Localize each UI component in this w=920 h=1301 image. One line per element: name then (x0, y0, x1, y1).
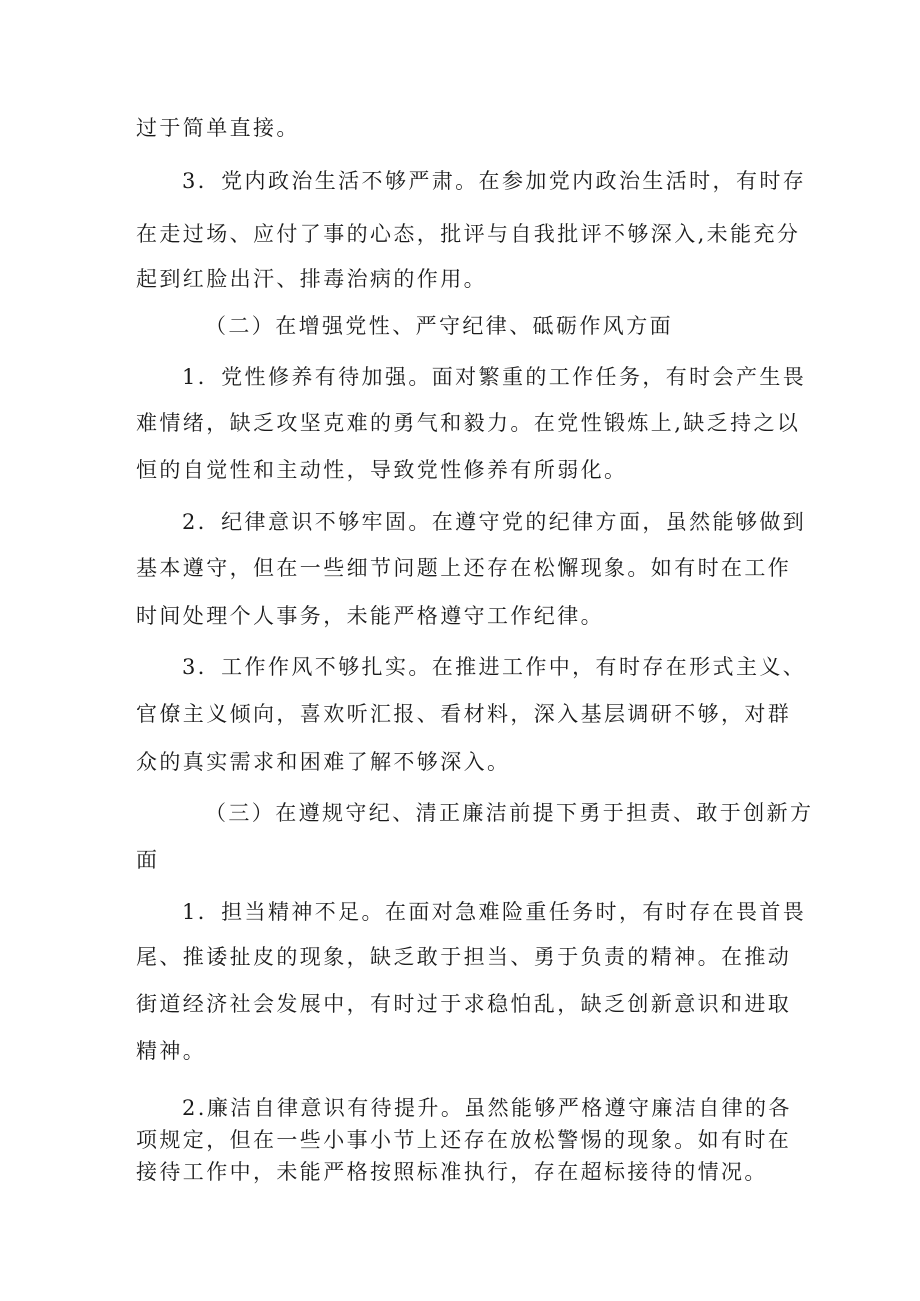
item-3-party-life: 3．党内政治生活不够严肃。在参加党内政治生活时，有时存 (182, 169, 807, 193)
text-line: 时间处理个人事务，未能严格遵守工作纪律。 (136, 604, 604, 628)
text-line: 面 (136, 848, 160, 872)
section-heading-2: （二）在增强党性、严守纪律、砥砺作风方面 (205, 314, 673, 338)
text-line: 接待工作中，未能严格按照标准执行，存在超标接待的情况。 (136, 1160, 768, 1184)
text-line: 基本遵守，但在一些细节问题上还存在松懈现象。如有时在工作 (136, 556, 792, 580)
item-2-discipline: 2．纪律意识不够牢固。在遵守党的纪律方面，虽然能够做到 (182, 510, 807, 534)
text-line: 在走过场、应付了事的心态，批评与自我批评不够深入,未能充分 (136, 222, 801, 246)
text-line: 起到红脸出汗、排毒治病的作用。 (136, 267, 487, 291)
item-2-integrity: 2.廉洁自律意识有待提升。虽然能够严格遵守廉洁自律的各 (182, 1096, 792, 1120)
text-line: 官僚主义倾向，喜欢听汇报、看材料，深入基层调研不够，对群 (136, 702, 792, 726)
section-heading-3: （三）在遵规守纪、清正廉洁前提下勇于担责、敢于创新方 (205, 801, 814, 825)
item-3-work-style: 3．工作作风不够扎实。在推进工作中，有时存在形式主义、 (182, 655, 807, 679)
text-line: 过于简单直接。 (136, 116, 300, 140)
text-line: 众的真实需求和困难了解不够深入。 (136, 750, 511, 774)
text-line: 街道经济社会发展中，有时过于求稳怕乱，缺乏创新意识和进取 (136, 992, 792, 1016)
item-1-party-spirit: 1．党性修养有待加强。面对繁重的工作任务，有时会产生畏 (182, 365, 807, 389)
text-line: 恒的自觉性和主动性，导致党性修养有所弱化。 (136, 458, 628, 482)
text-line: 难情绪，缺乏攻坚克难的勇气和毅力。在党性锻炼上,缺乏持之以 (136, 411, 801, 435)
text-line: 项规定，但在一些小事小节上还存在放松警惕的现象。如有时在 (136, 1128, 792, 1152)
text-line: 尾、推诿扯皮的现象，缺乏敢于担当、勇于负责的精神。在推动 (136, 945, 792, 969)
item-1-responsibility: 1．担当精神不足。在面对急难险重任务时，有时存在畏首畏 (182, 900, 807, 924)
text-line: 精神。 (136, 1039, 207, 1063)
